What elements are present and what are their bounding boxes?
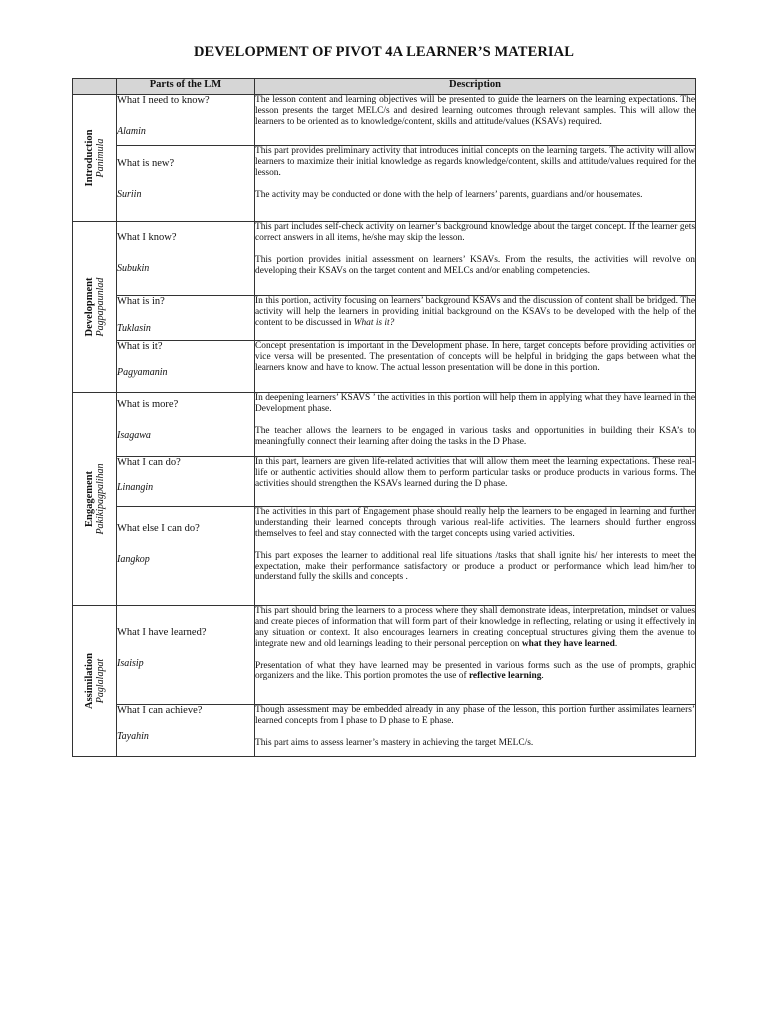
table-row <box>73 705 696 757</box>
part-cell <box>117 296 255 341</box>
description-paragraph: The activity may be conducted or done with the help of learners’ parents, guardians and/or housemates. <box>255 189 643 200</box>
description-cell <box>255 341 696 393</box>
description-paragraph: The activities in this part of Engagement phase should really help the learners to be engaged in learning and further understanding their learned concepts through various real-life activities. The learners should further engross themselves to feel and stay connected with the target concepts using varied activities. <box>255 507 695 539</box>
part-cell <box>117 507 255 606</box>
phase-name: Introduction <box>83 129 95 187</box>
description-cell <box>255 507 696 606</box>
description-paragraph: Though assessment may be embedded already in any phase of the lesson, this portion further assimilates learners’ learned concepts from I phase to D phase to E phase. <box>255 705 695 726</box>
phase-filipino: Panimula <box>94 138 106 178</box>
description-cell <box>255 705 696 757</box>
description-paragraph <box>255 661 695 683</box>
description-cell <box>255 296 696 341</box>
description-paragraph: Concept presentation is important in the Development phase. In here, target concepts before providing activities or vice versa will be presented. The presentation of concepts will be helpful in bridging the gaps between what the learners know and have to know. The actual lesson presentation will be done in this portion. <box>255 341 695 373</box>
description-text: In this portion, activity focusing on learners’ background KSAVs and the discussion of content shall be bridged. The activity will help the learners in providing initial background on the KSAVs to be developed with the help of the content to be discussed in <box>255 296 695 328</box>
part-cell <box>117 393 255 457</box>
description-cell <box>255 146 696 222</box>
part-cell <box>117 95 255 146</box>
part-cell <box>117 457 255 507</box>
part-name: What is new? <box>117 158 175 169</box>
table-row <box>73 222 696 296</box>
part-filipino: Pagyamanin <box>117 367 168 378</box>
description-cell <box>255 393 696 457</box>
part-name: What I have learned? <box>117 627 207 638</box>
phase-name: Engagement <box>83 471 95 528</box>
description-paragraph: This part exposes the learner to additional real life situations /tasks that shall ignite his/ her interests to meet the expectation, make their performance satisfactory or produce a product or performance which lead him/her to understand fully the skills and concepts . <box>255 550 695 583</box>
part-filipino: Suriin <box>117 189 142 200</box>
description-cell <box>255 457 696 507</box>
part-cell <box>117 146 255 222</box>
lm-parts-table <box>72 78 696 757</box>
part-name: What is more? <box>117 399 179 410</box>
part-name: What I need to know? <box>117 95 210 106</box>
description-paragraph <box>255 296 695 329</box>
table-row <box>73 296 696 341</box>
description-paragraph <box>255 606 695 650</box>
part-filipino: Isagawa <box>117 430 151 441</box>
description-cell <box>255 95 696 146</box>
description-paragraph: The teacher allows the learners to be engaged in various tasks and opportunities in building their KSA’s to meaningfully connect their learning after doing the tasks in the D Phase. <box>255 425 695 447</box>
table-row <box>73 341 696 393</box>
description-bold: what they have learned <box>521 638 615 649</box>
part-name: What is in? <box>117 296 165 307</box>
part-filipino: Tuklasin <box>117 323 151 334</box>
table-row <box>73 393 696 457</box>
description-text: Presentation of what they have learned may be presented in various forms such as the use of prompts, graphic organizers and the like. This portion promotes the use of <box>255 660 695 682</box>
table-row <box>73 457 696 507</box>
description-text: This part should bring the learners to a process where they shall demonstrate ideas, interpretation, mindset or values and create pieces of information that will form part of their knowledge in reflecting, relating or using it effectively in any situation or context. It also encourages learners in creating conceptual structures giving them the avenue to integrate new and old learnings leading to their personal perception on <box>255 606 695 649</box>
part-cell <box>117 705 255 757</box>
table-row <box>73 507 696 606</box>
description-text: . <box>541 671 544 682</box>
phase-cell-introduction <box>73 95 117 222</box>
part-name: What I know? <box>117 232 177 243</box>
part-filipino: Alamin <box>117 126 146 137</box>
header-description: Description <box>255 79 696 95</box>
phase-filipino: Pagpapaunlad <box>94 277 106 337</box>
description-paragraph: In deepening learners’ KSAVS ’ the activities in this portion will help them in applying what they have learned in the Development phase. <box>255 393 695 414</box>
phase-cell-engagement <box>73 393 117 606</box>
description-cell <box>255 606 696 705</box>
description-paragraph: The lesson content and learning objectives will be presented to guide the learners on the learning expectations. The lesson presents the target MELC/s and desired learning outcomes through relevant samples. This will allow the learners to be oriented as to knowledge/content, skills and attitude/values (KSAVs) required. <box>255 95 695 127</box>
phase-cell-assimilation <box>73 606 117 757</box>
part-name: What I can do? <box>117 457 181 468</box>
part-filipino: Linangin <box>117 482 154 493</box>
part-cell <box>117 341 255 393</box>
header-blank-cell <box>73 79 117 95</box>
description-cell <box>255 222 696 296</box>
part-filipino: Iangkop <box>117 554 150 565</box>
table-row <box>73 146 696 222</box>
phase-name: Assimilation <box>83 652 95 710</box>
part-filipino: Subukin <box>117 263 150 274</box>
part-name: What else I can do? <box>117 523 200 534</box>
part-filipino: Isaisip <box>117 658 144 669</box>
document-title: DEVELOPMENT OF PIVOT 4A LEARNER’S MATERIAL <box>193 44 575 60</box>
description-emphasis: What is it? <box>353 317 395 328</box>
description-paragraph: In this part, learners are given life-related activities that will allow them meet the learning expectations. These real-life or authentic activities should allow them to perform particular tasks or produce products in various forms. The activities should strengthen the KSAVs learned during the D phase. <box>255 457 695 489</box>
part-cell <box>117 606 255 705</box>
phase-filipino: Paglalapat <box>94 658 106 704</box>
description-paragraph: This portion provides initial assessment on learners’ KSAVs. From the results, the activities will revolve on developing their KSAVs on the target content and MELCs and/or enabling competencies. <box>255 254 695 276</box>
description-paragraph: This part provides preliminary activity that introduces initial concepts on the learning targets. The activity will allow learners to maximize their initial knowledge as regards knowledge/content, skills and attitude/values required for the lesson. <box>255 146 695 178</box>
description-bold: reflective learning <box>468 671 542 682</box>
description-paragraph: This part includes self-check activity on learner’s background knowledge about the target concept. If the learner gets correct answers in all items, he/she may skip the lesson. <box>255 222 695 243</box>
table-header-row <box>73 79 696 95</box>
table-row <box>73 95 696 146</box>
part-name: What is it? <box>117 341 163 352</box>
description-paragraph: This part aims to assess learner’s mastery in achieving the target MELC/s. <box>255 737 534 748</box>
phase-filipino: Pakikipagpalihan <box>94 463 106 535</box>
description-text: . <box>614 638 618 649</box>
phase-name: Development <box>83 277 95 337</box>
table-row <box>73 606 696 705</box>
phase-cell-development <box>73 222 117 393</box>
part-filipino: Tayahin <box>117 731 149 742</box>
part-name: What I can achieve? <box>117 705 203 716</box>
part-cell <box>117 222 255 296</box>
header-parts: Parts of the LM <box>117 79 255 95</box>
